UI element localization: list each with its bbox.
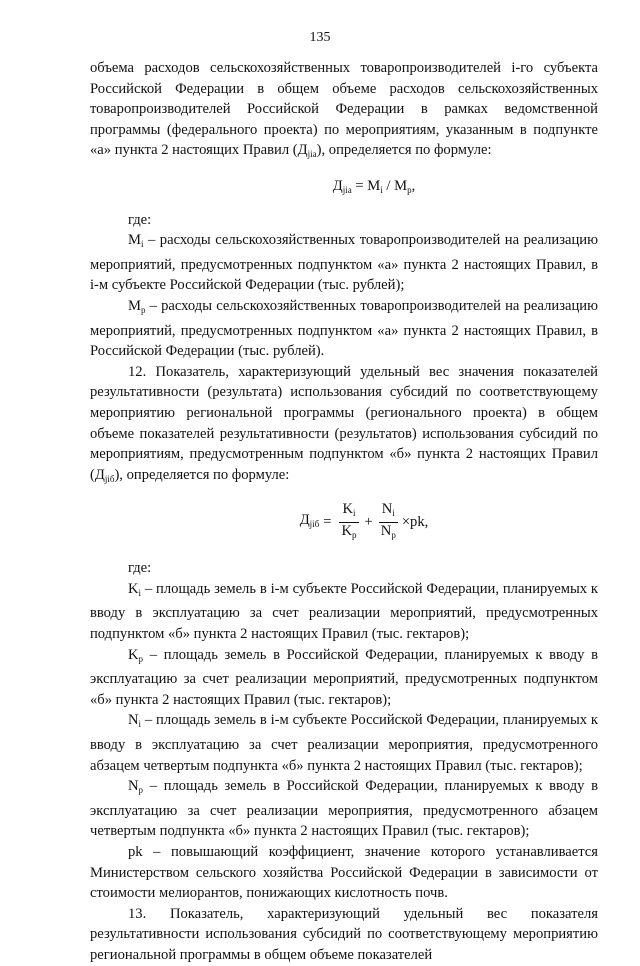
formula-d-jib: $Д_{jiб}$ = $\frac{K_i}{K_р}$ + $\frac{N_i}{N_р}$ ×pk, [90,501,598,544]
fraction-k: $\frac{K_i}{K_р}$ [338,501,359,544]
definition-np: $N_р$ – площадь земель в Российской Федерации, планируемых к вводу в эксплуатацию за счет реализации мероприятия, предусмотренного абзацем четвертым подпункта «б» пункта 2 настоящих Правил (тыс. гектаров); [90,778,598,840]
where-label: где: [128,211,152,228]
paragraph-12: 12. Показатель, характеризующий удельный вес значения показателей результативности (результата) использования субсидий по соответствующему мероприятию региональной программы (регионального проекта) в общем объеме показателей результативности (результатов) использования субсидий по мероприятиям, предусмотренным подпунктом «б» пункта 2 настоящих Правил $(Д_{jiб})$, определяется по формуле: [90,363,598,484]
page-number: 135 [309,30,331,45]
paragraph-intro: объема расходов сельскохозяйственных товаропроизводителей i-го субъекта Российской Федерации в общем объеме расходов сельскохозяйственных товаропроизводителей Российской Федерации в рамках ведомственной программы (федерального проекта) по мероприятиям, указанным в подпункте «а» пункта 2 настоящих Правил $(Д_{jiа})$, определяется по формуле: [90,60,598,160]
definition-mp: $M_р$ – расходы сельскохозяйственных товаропроизводителей на реализацию мероприятий, предусмотренных подпунктом «а» пункта 2 настоящих Правил, в Российской Федерации (тыс. рублей). [90,297,598,360]
document-body [90,58,598,966]
definition-pk: pk – повышающий коэффициент, значение которого устанавливается Министерством сельского хозяйства Российской Федерации в зависимости от стоимости мелиорантов, понижающих кислотность почв. [90,844,598,902]
where-label: где: [128,560,152,577]
formula-d-jia: $Д_{jiа} = M_i / M_р$, [332,177,416,195]
definition-ni: $N_i$ – площадь земель в i-м субъекте Российской Федерации, планируемых к вводу в эксплуатацию за счет реализации мероприятия, предусмотренного абзацем четвертым подпункта «б» пункта 2 настоящих Правил (тыс. гектаров); [90,712,598,774]
definition-mi: $M_i$ – расходы сельскохозяйственных товаропроизводителей на реализацию мероприятий, предусмотренных подпунктом «а» пункта 2 настоящих Правил, в i-м субъекте Российской Федерации (тыс. рублей); [90,232,598,294]
definition-ki: $K_i$ – площадь земель в i-м субъекте Российской Федерации, планируемых к вводу в эксплуатацию за счет реализации мероприятий, предусмотренных подпунктом «б» пункта 2 настоящих Правил (тыс. гектаров); [90,580,598,643]
paragraph-13: 13. Показатель, характеризующий удельный вес показателя результативности использования субсидий по соответствующему мероприятию региональной программы в общем объеме показателей [90,905,598,963]
definition-kp: $K_р$ – площадь земель в Российской Федерации, планируемых к вводу в эксплуатацию за счет реализации мероприятий, предусмотренных подпунктом «б» пункта 2 настоящих Правил (тыс. гектаров); [90,646,598,708]
fraction-n: $\frac{N_i}{N_р}$ [378,501,399,544]
